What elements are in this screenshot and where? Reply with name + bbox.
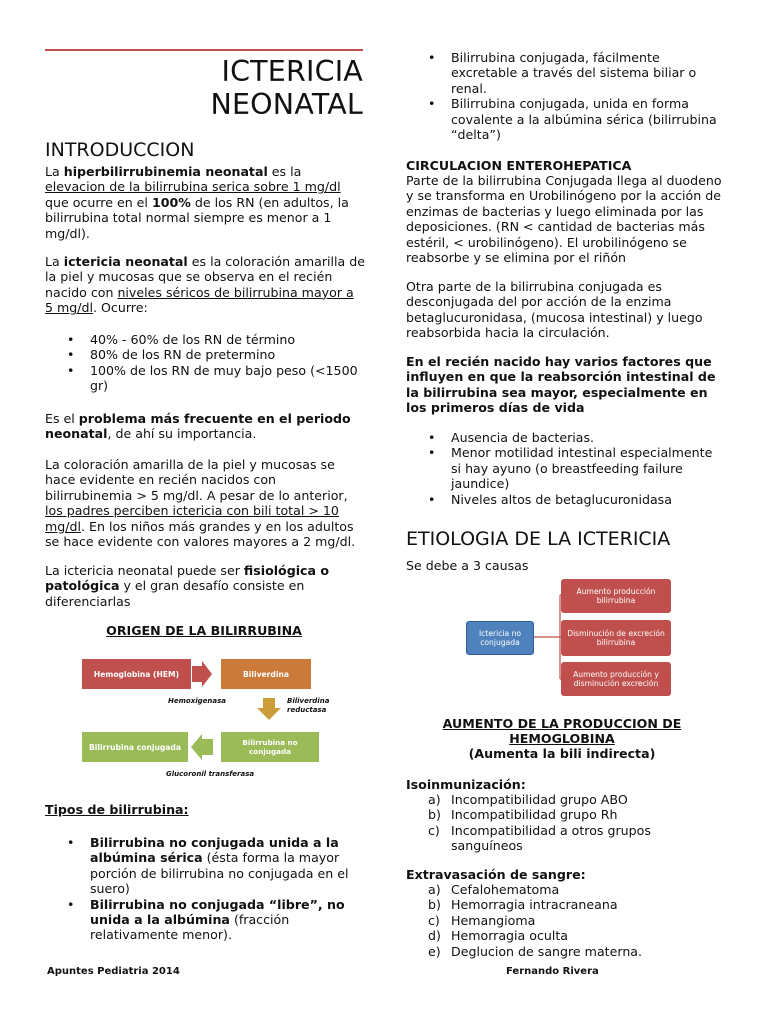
list-item: d) Hemorragia oculta — [428, 928, 569, 944]
hemoglobina-box: Hemoglobina (HEM) — [82, 659, 191, 689]
title-rule — [45, 49, 363, 51]
list-item: • Bilirrubina no conjugada “libre”, no unida a la albúmina (fracción relativamente menor). — [45, 897, 365, 943]
etio-cause-2: Disminución de excreción bilirrubina — [561, 620, 671, 656]
list-item: a) Cefalohematoma — [428, 882, 560, 897]
list-item: • 80% de los RN de pretermino — [45, 347, 365, 362]
origin-heading: ORIGEN DE LA BILIRRUBINA — [106, 623, 302, 638]
conjugated-list — [406, 50, 726, 142]
etio-cause-1: Aumento producción bilirrubina — [561, 579, 671, 613]
tipos-heading: Tipos de bilirrubina: — [45, 802, 189, 817]
etio-intro: Se debe a 3 causas — [406, 558, 529, 573]
biliverdina-box: Biliverdina — [221, 659, 311, 689]
extra-list — [406, 882, 642, 959]
entero-paragraph-1: Parte de la bilirrubina Conjugada llega al duodeno y se transforma en Urobilinógeno por la acción de enzimas de bacterias y luego eliminada por las deposiciones. (RN < cantidad de bacterias más estéril, < urobilinógeno). El urobilinógeno se reabsorbe y se elimina por el riñón — [406, 173, 722, 266]
etio-cause-3: Aumento producción y disminución excreción — [561, 662, 671, 696]
intro-heading: INTRODUCCION — [45, 139, 195, 161]
list-item: • Bilirrubina no conjugada unida a la albúmina sérica (ésta forma la mayor porción de bilirrubina no conjugada en el suero) — [45, 835, 365, 897]
glucoronil-label: Glucoronil transferasa — [166, 770, 255, 778]
arrow-right-icon — [192, 661, 212, 687]
iso-list — [406, 792, 726, 854]
list-item: e) Deglucion de sangre materna. — [428, 943, 643, 959]
list-item: c) Hemangioma — [428, 912, 536, 928]
factors-list — [406, 430, 726, 507]
etio-center-box: Ictericia no conjugada — [466, 621, 534, 655]
entero-paragraph-2: Otra parte de la bilirrubina conjugada es desconjugada del por acción de la enzima betaglucuronidasa, (mucosa intestinal) y luego reabsorbida hacia la circulación. — [406, 279, 703, 341]
list-item: c) Incompatibilidad a otros grupos sanguíneos — [428, 822, 651, 854]
arrow-left-icon — [191, 734, 213, 760]
intro-paragraph-3: Es el problema más frecuente en el periodo neonatal, de ahí su importancia. — [45, 411, 351, 442]
iso-heading: Isoinmunización: — [406, 777, 526, 792]
intro-paragraph-4: La coloración amarilla de la piel y mucosas se hace evidente en recién nacidos con bilirrubinemia > 5 mg/dl. A pesar de lo anterior, los padres perciben ictericia con bili total > 10 mg/dl. En los niños más grandes y en los adultos se hace evidente con valores mayores a 2 mg/dl. — [45, 457, 356, 550]
list-item: • Ausencia de bacterias. — [406, 430, 726, 445]
intro-paragraph-2: La ictericia neonatal es la coloración amarilla de la piel y mucosas que se observa en el recién nacido con niveles séricos de bilirrubina mayor a 5 mg/dl. Ocurre: — [45, 254, 365, 316]
etio-heading: ETIOLOGIA DE LA ICTERICIA — [406, 528, 671, 550]
reductasa-label: Biliverdina reductasa — [287, 697, 330, 714]
footer-left: Apuntes Pediatria 2014 — [47, 966, 180, 977]
arrow-down-icon — [257, 698, 281, 720]
entero-bold-paragraph: En el recién nacido hay varios factores que influyen en que la reabsorción intestinal de la bilirrubina sea mayor, especialmente en los primeros días de vida — [406, 354, 716, 416]
list-item: b) Hemorragia intracraneana — [428, 897, 618, 913]
list-item: b) Incompatibilidad grupo Rh — [428, 807, 618, 823]
title-line-1: ICTERICIA — [221, 55, 363, 88]
entero-heading: CIRCULACION ENTEROHEPATICA — [406, 158, 632, 173]
title-line-2: NEONATAL — [210, 88, 363, 121]
intro-paragraph-1: La hiperbilirrubinemia neonatal es la elevacion de la bilirrubina serica sobre 1 mg/dl que ocurre en el 100% de los RN (en adultos, la bilirrubina total normal siempre es menor a 1 mg/dl). — [45, 164, 349, 241]
intro-paragraph-5: La ictericia neonatal puede ser fisiológica o patológica y el gran desafío consiste en diferenciarlas — [45, 563, 330, 609]
conjugada-box: Bilirrubina conjugada — [82, 732, 188, 762]
list-item: • Bilirrubina conjugada, fácilmente excretable a través del sistema biliar o renal. — [406, 50, 726, 96]
no-conjugada-box: Bilirrubina no conjugada — [221, 732, 319, 762]
aumento-heading: AUMENTO DE LA PRODUCCION DE HEMOGLOBINA — [442, 716, 682, 747]
footer-right: Fernando Rivera — [506, 966, 599, 977]
list-item: • 100% de los RN de muy bajo peso (<1500 gr) — [45, 363, 365, 394]
list-item: a) Incompatibilidad grupo ABO — [428, 792, 628, 807]
occurrence-list — [45, 332, 365, 394]
page-title — [210, 55, 363, 121]
hemoxigenasa-label: Hemoxigenasa — [168, 697, 226, 705]
tipos-list — [45, 835, 365, 943]
extra-heading: Extravasación de sangre: — [406, 867, 586, 882]
list-item: • Niveles altos de betaglucuronidasa — [406, 492, 726, 507]
aumento-subheading: (Aumenta la bili indirecta) — [468, 746, 656, 761]
list-item: • Menor motilidad intestinal especialmente si hay ayuno (o breastfeeding failure jaundice) — [406, 445, 726, 491]
list-item: • 40% - 60% de los RN de término — [45, 332, 365, 347]
list-item: • Bilirrubina conjugada, unida en forma covalente a la albúmina sérica (bilirrubina “delta”) — [406, 96, 726, 142]
